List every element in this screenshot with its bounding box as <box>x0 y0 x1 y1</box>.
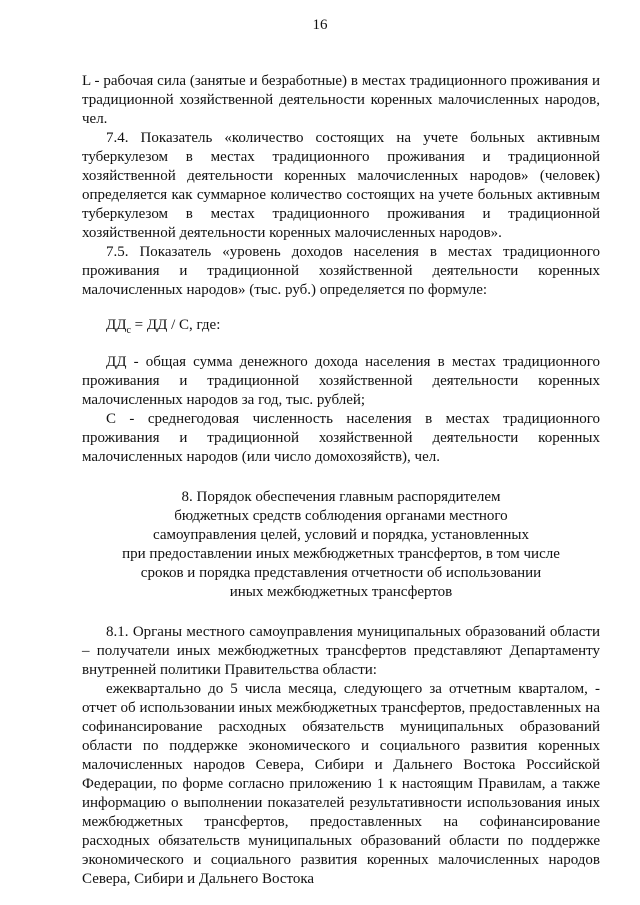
formula <box>82 316 600 335</box>
paragraph-7-5: 7.5. Показатель «уровень доходов населения в местах традиционного проживания и традиционной хозяйственной деятельности коренных малочисленных народов» (тыс. руб.) определяется по формуле: <box>82 244 600 298</box>
formula-lhs: ДД <box>106 317 127 333</box>
paragraph-8-1: 8.1. Органы местного самоуправления муниципальных образований области – получатели иных межбюджетных трансфертов представляют Департаменту внутренней политики Правительства области: <box>82 624 600 678</box>
formula-subscript: с <box>126 325 131 336</box>
heading-line: сроков и порядка представления отчетности об использовании <box>140 565 542 581</box>
heading-line: иных межбюджетных трансфертов <box>229 584 453 600</box>
heading-line: самоуправления целей, условий и порядка, установленных <box>152 527 530 543</box>
heading-line: бюджетных средств соблюдения органами местного <box>174 508 508 524</box>
paragraph-7-4: 7.4. Показатель «количество состоящих на учете больных активным туберкулезом в местах традиционного проживания и традиционной хозяйственной деятельности коренных малочисленных народов» (человек) определяется как суммарное количество состоящих на учете больных активным туберкулезом в местах традиционного проживания и традиционной хозяйственной деятельности коренных малочисленных народов». <box>82 130 600 241</box>
paragraph-c-definition: С - среднегодовая численность населения в местах традиционного проживания и традиционной хозяйственной деятельности коренных малочисленных народов (или число домохозяйств), чел. <box>82 411 600 465</box>
formula-rhs: = ДД / С, где: <box>130 317 221 333</box>
document-body <box>82 72 600 889</box>
section-8-heading <box>82 488 600 602</box>
paragraph-l-definition: L - рабочая сила (занятые и безработные) в местах традиционного проживания и традиционной хозяйственной деятельности коренных малочисленных народов, чел. <box>82 73 600 127</box>
paragraph-quarterly-report: ежеквартально до 5 числа месяца, следующего за отчетным кварталом, - отчет об использовании иных межбюджетных трансфертов, предоставленных на софинансирование расходных обязательств муниципальных образований области по поддержке экономического и социального развития коренных малочисленных народов Севера, Сибири и Дальнего Востока Российской Федерации, по форме согласно приложению 1 к настоящим Правилам, а также информацию о выполнении показателей результативности использования иных межбюджетных трансфертов, предоставленных на софинансирование расходных обязательств муниципальных образований области по поддержке экономического и социального развития коренных малочисленных народов Севера, Сибири и Дальнего Востока <box>82 681 600 887</box>
page-number: 16 <box>312 17 328 33</box>
heading-line: при предоставлении иных межбюджетных трансфертов, в том числе <box>122 546 560 562</box>
paragraph-dd-definition: ДД - общая сумма денежного дохода населения в местах традиционного проживания и традиционной хозяйственной деятельности коренных малочисленных народов за год, тыс. рублей; <box>82 354 600 408</box>
heading-line: 8. Порядок обеспечения главным распорядителем <box>181 489 501 505</box>
